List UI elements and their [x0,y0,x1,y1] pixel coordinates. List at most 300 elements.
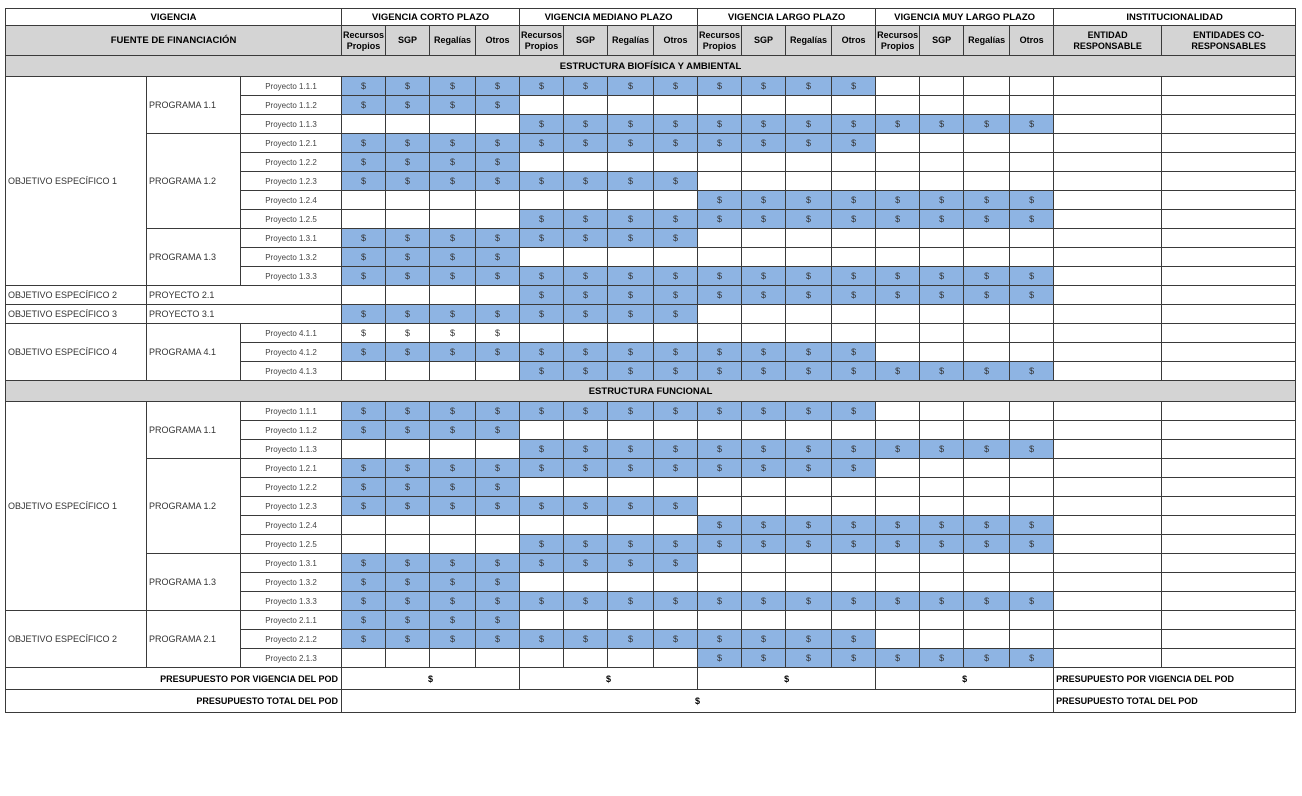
funding-cell-funded[interactable]: $ [742,134,786,153]
funding-cell-funded[interactable]: $ [430,630,476,649]
funding-cell-funded[interactable]: $ [608,134,654,153]
funding-cell-funded[interactable]: $ [832,440,876,459]
funding-cell-funded[interactable]: $ [520,535,564,554]
funding-cell[interactable] [564,248,608,267]
entidad-responsable-cell[interactable] [1054,210,1162,229]
funding-cell-funded[interactable]: $ [386,478,430,497]
funding-cell[interactable] [430,440,476,459]
funding-cell-funded[interactable]: $ [698,134,742,153]
funding-cell[interactable] [920,497,964,516]
funding-cell[interactable] [920,248,964,267]
funding-cell[interactable] [608,248,654,267]
funding-cell-funded[interactable]: $ [520,210,564,229]
funding-cell[interactable] [876,554,920,573]
funding-cell[interactable] [876,324,920,343]
funding-cell-funded[interactable]: $ [698,115,742,134]
funding-cell[interactable] [608,324,654,343]
funding-cell[interactable] [1010,172,1054,191]
entidades-coresponsables-cell[interactable] [1162,77,1296,96]
funding-cell-funded[interactable]: $ [698,343,742,362]
funding-cell-funded[interactable]: $ [386,573,430,592]
funding-cell-funded[interactable]: $ [386,134,430,153]
funding-cell[interactable] [832,229,876,248]
funding-cell-funded[interactable]: $ [698,210,742,229]
funding-cell-funded[interactable]: $ [564,210,608,229]
funding-cell[interactable] [698,497,742,516]
funding-cell-funded[interactable]: $ [786,362,832,381]
funding-cell-funded[interactable]: $ [342,267,386,286]
entidad-responsable-cell[interactable] [1054,229,1162,248]
entidades-coresponsables-cell[interactable] [1162,497,1296,516]
funding-cell[interactable] [476,649,520,668]
funding-cell-funded[interactable]: $ [520,362,564,381]
funding-cell-funded[interactable]: $ [1010,210,1054,229]
funding-cell[interactable] [920,478,964,497]
funding-cell[interactable] [742,497,786,516]
funding-cell-funded[interactable]: $ [786,267,832,286]
funding-cell-funded[interactable]: $ [430,96,476,115]
funding-cell-funded[interactable]: $ [520,229,564,248]
funding-cell[interactable] [520,478,564,497]
funding-cell[interactable] [920,229,964,248]
funding-cell-funded[interactable]: $ [520,115,564,134]
funding-cell-funded[interactable]: $ [964,115,1010,134]
entidad-responsable-cell[interactable] [1054,134,1162,153]
funding-cell-funded[interactable]: $ [564,286,608,305]
entidades-coresponsables-cell[interactable] [1162,248,1296,267]
funding-cell-funded[interactable]: $ [742,630,786,649]
funding-cell-funded[interactable]: $ [520,172,564,191]
funding-cell[interactable] [654,573,698,592]
funding-cell[interactable] [920,324,964,343]
funding-cell-funded[interactable]: $ [920,267,964,286]
funding-cell[interactable] [920,134,964,153]
funding-cell[interactable] [920,611,964,630]
funding-cell[interactable] [832,478,876,497]
entidad-responsable-cell[interactable] [1054,630,1162,649]
funding-cell-funded[interactable]: $ [1010,286,1054,305]
funding-cell[interactable] [476,516,520,535]
entidad-responsable-cell[interactable] [1054,516,1162,535]
funding-cell-funded[interactable]: $ [608,77,654,96]
funding-cell-funded[interactable]: $ [654,77,698,96]
entidades-coresponsables-cell[interactable] [1162,172,1296,191]
funding-cell-funded[interactable]: $ [430,592,476,611]
funding-cell-funded[interactable]: $ [742,191,786,210]
funding-cell-funded[interactable]: $ [698,630,742,649]
funding-cell-funded[interactable]: $ [964,535,1010,554]
funding-cell[interactable] [564,153,608,172]
funding-cell-funded[interactable]: $ [342,459,386,478]
funding-cell-funded[interactable]: $ [1010,267,1054,286]
funding-cell[interactable] [564,611,608,630]
funding-cell[interactable] [832,172,876,191]
entidades-coresponsables-cell[interactable] [1162,305,1296,324]
entidad-responsable-cell[interactable] [1054,362,1162,381]
funding-cell[interactable] [1010,459,1054,478]
funding-cell[interactable] [430,535,476,554]
funding-cell-funded[interactable]: $ [786,535,832,554]
funding-cell[interactable] [920,96,964,115]
funding-cell-funded[interactable]: $ [608,343,654,362]
funding-cell[interactable] [920,172,964,191]
funding-cell[interactable] [832,153,876,172]
funding-cell-funded[interactable]: $ [520,267,564,286]
funding-cell[interactable] [698,153,742,172]
funding-cell[interactable] [386,649,430,668]
funding-cell[interactable] [920,630,964,649]
funding-cell-funded[interactable]: $ [920,592,964,611]
funding-cell-funded[interactable]: $ [654,229,698,248]
funding-cell-funded[interactable]: $ [564,172,608,191]
entidades-coresponsables-cell[interactable] [1162,535,1296,554]
entidad-responsable-cell[interactable] [1054,440,1162,459]
funding-cell-funded[interactable]: $ [742,115,786,134]
entidad-responsable-cell[interactable] [1054,478,1162,497]
funding-cell-funded[interactable]: $ [832,402,876,421]
funding-cell[interactable] [430,649,476,668]
funding-cell-funded[interactable]: $ [430,421,476,440]
funding-cell[interactable] [964,497,1010,516]
funding-cell-funded[interactable]: $ [520,305,564,324]
funding-cell-funded[interactable]: $ [964,210,1010,229]
entidad-responsable-cell[interactable] [1054,153,1162,172]
funding-cell-funded[interactable]: $ [654,440,698,459]
funding-cell-funded[interactable]: $ [832,210,876,229]
funding-cell[interactable] [742,172,786,191]
funding-cell[interactable] [1010,248,1054,267]
funding-cell[interactable] [342,535,386,554]
funding-cell[interactable] [520,191,564,210]
entidad-responsable-cell[interactable] [1054,402,1162,421]
funding-cell-funded[interactable]: $ [698,459,742,478]
funding-cell-funded[interactable]: $ [698,440,742,459]
funding-cell-funded[interactable]: $ [876,516,920,535]
funding-cell-funded[interactable]: $ [608,592,654,611]
funding-cell-funded[interactable]: $ [654,592,698,611]
funding-cell-funded[interactable]: $ [964,286,1010,305]
funding-cell[interactable] [1010,478,1054,497]
funding-cell[interactable] [742,611,786,630]
funding-cell[interactable] [342,440,386,459]
funding-cell[interactable] [964,630,1010,649]
funding-cell-funded[interactable]: $ [564,267,608,286]
funding-cell[interactable] [608,421,654,440]
funding-cell-funded[interactable]: $ [964,516,1010,535]
funding-cell-funded[interactable]: $ [742,77,786,96]
funding-cell-funded[interactable]: $ [564,362,608,381]
funding-cell[interactable]: $ [342,324,386,343]
funding-cell[interactable] [876,77,920,96]
funding-cell-funded[interactable]: $ [876,362,920,381]
funding-cell-funded[interactable]: $ [342,96,386,115]
funding-cell-funded[interactable]: $ [476,153,520,172]
funding-cell[interactable] [520,96,564,115]
funding-cell-funded[interactable]: $ [476,229,520,248]
entidad-responsable-cell[interactable] [1054,592,1162,611]
funding-cell-funded[interactable]: $ [786,134,832,153]
entidades-coresponsables-cell[interactable] [1162,649,1296,668]
funding-cell-funded[interactable]: $ [476,497,520,516]
funding-cell[interactable] [876,573,920,592]
funding-cell-funded[interactable]: $ [920,535,964,554]
entidad-responsable-cell[interactable] [1054,305,1162,324]
funding-cell-funded[interactable]: $ [430,305,476,324]
funding-cell[interactable] [520,516,564,535]
funding-cell-funded[interactable]: $ [608,115,654,134]
entidad-responsable-cell[interactable] [1054,421,1162,440]
funding-cell[interactable] [386,191,430,210]
funding-cell-funded[interactable]: $ [476,343,520,362]
funding-cell[interactable] [564,324,608,343]
funding-cell-funded[interactable]: $ [832,516,876,535]
funding-cell-funded[interactable]: $ [520,440,564,459]
entidades-coresponsables-cell[interactable] [1162,96,1296,115]
entidad-responsable-cell[interactable] [1054,554,1162,573]
entidades-coresponsables-cell[interactable] [1162,516,1296,535]
funding-cell-funded[interactable]: $ [832,649,876,668]
funding-cell-funded[interactable]: $ [786,649,832,668]
funding-cell-funded[interactable]: $ [654,305,698,324]
funding-cell-funded[interactable]: $ [564,535,608,554]
funding-cell[interactable] [476,210,520,229]
funding-cell[interactable] [920,343,964,362]
funding-cell[interactable] [386,535,430,554]
funding-cell[interactable] [1010,134,1054,153]
funding-cell[interactable] [1010,324,1054,343]
funding-cell[interactable] [430,516,476,535]
entidad-responsable-cell[interactable] [1054,286,1162,305]
funding-cell-funded[interactable]: $ [386,153,430,172]
funding-cell[interactable] [698,611,742,630]
funding-cell-funded[interactable]: $ [476,402,520,421]
funding-cell[interactable] [920,153,964,172]
funding-cell[interactable] [876,134,920,153]
funding-cell-funded[interactable]: $ [430,77,476,96]
funding-cell[interactable] [832,305,876,324]
funding-cell-funded[interactable]: $ [832,267,876,286]
funding-cell[interactable] [342,115,386,134]
funding-cell-funded[interactable]: $ [430,497,476,516]
entidad-responsable-cell[interactable] [1054,267,1162,286]
funding-cell-funded[interactable]: $ [608,229,654,248]
funding-cell-funded[interactable]: $ [342,134,386,153]
funding-cell-funded[interactable]: $ [786,516,832,535]
funding-cell-funded[interactable]: $ [342,592,386,611]
funding-cell-funded[interactable]: $ [564,440,608,459]
funding-cell-funded[interactable]: $ [742,459,786,478]
entidad-responsable-cell[interactable] [1054,535,1162,554]
funding-cell-funded[interactable]: $ [786,286,832,305]
presupuesto-vigencia-value[interactable]: $ [520,668,698,690]
funding-cell-funded[interactable]: $ [564,134,608,153]
funding-cell[interactable] [1010,343,1054,362]
entidades-coresponsables-cell[interactable] [1162,611,1296,630]
funding-cell[interactable] [342,362,386,381]
funding-cell[interactable] [964,134,1010,153]
funding-cell[interactable] [698,305,742,324]
funding-cell-funded[interactable]: $ [386,343,430,362]
funding-cell[interactable] [920,305,964,324]
funding-cell[interactable] [786,172,832,191]
funding-cell-funded[interactable]: $ [654,134,698,153]
funding-cell-funded[interactable]: $ [964,191,1010,210]
funding-cell[interactable] [876,96,920,115]
funding-cell-funded[interactable]: $ [342,229,386,248]
funding-cell-funded[interactable]: $ [386,402,430,421]
funding-cell[interactable] [386,115,430,134]
funding-cell-funded[interactable]: $ [742,210,786,229]
entidades-coresponsables-cell[interactable] [1162,286,1296,305]
funding-cell-funded[interactable]: $ [786,440,832,459]
funding-cell[interactable] [654,96,698,115]
funding-cell-funded[interactable]: $ [964,440,1010,459]
funding-cell-funded[interactable]: $ [742,402,786,421]
funding-cell-funded[interactable]: $ [698,592,742,611]
funding-cell[interactable] [564,478,608,497]
funding-cell-funded[interactable]: $ [876,191,920,210]
entidades-coresponsables-cell[interactable] [1162,324,1296,343]
funding-cell[interactable] [964,478,1010,497]
funding-cell[interactable] [742,554,786,573]
entidad-responsable-cell[interactable] [1054,77,1162,96]
funding-cell[interactable] [654,153,698,172]
entidades-coresponsables-cell[interactable] [1162,573,1296,592]
entidad-responsable-cell[interactable] [1054,649,1162,668]
funding-cell[interactable] [832,611,876,630]
funding-cell-funded[interactable]: $ [476,134,520,153]
funding-cell-funded[interactable]: $ [964,649,1010,668]
funding-cell[interactable] [964,402,1010,421]
funding-cell[interactable] [920,459,964,478]
funding-cell[interactable]: $ [430,324,476,343]
funding-cell-funded[interactable]: $ [342,343,386,362]
funding-cell-funded[interactable]: $ [476,630,520,649]
funding-cell-funded[interactable]: $ [342,172,386,191]
funding-cell-funded[interactable]: $ [920,516,964,535]
funding-cell-funded[interactable]: $ [698,516,742,535]
funding-cell-funded[interactable]: $ [386,305,430,324]
funding-cell-funded[interactable]: $ [430,134,476,153]
funding-cell[interactable]: $ [476,324,520,343]
funding-cell[interactable] [698,172,742,191]
funding-cell-funded[interactable]: $ [476,421,520,440]
funding-cell[interactable] [964,96,1010,115]
funding-cell[interactable] [786,421,832,440]
funding-cell-funded[interactable]: $ [476,248,520,267]
funding-cell[interactable] [386,516,430,535]
funding-cell-funded[interactable]: $ [832,630,876,649]
funding-cell-funded[interactable]: $ [342,478,386,497]
funding-cell-funded[interactable]: $ [608,210,654,229]
funding-cell-funded[interactable]: $ [654,343,698,362]
funding-cell[interactable] [1010,573,1054,592]
presupuesto-vigencia-value[interactable]: $ [876,668,1054,690]
funding-cell[interactable] [876,478,920,497]
funding-cell[interactable] [876,497,920,516]
funding-cell-funded[interactable]: $ [964,362,1010,381]
funding-cell[interactable] [520,421,564,440]
funding-cell-funded[interactable]: $ [430,267,476,286]
funding-cell-funded[interactable]: $ [654,630,698,649]
funding-cell-funded[interactable]: $ [430,172,476,191]
funding-cell[interactable] [832,554,876,573]
entidad-responsable-cell[interactable] [1054,324,1162,343]
funding-cell-funded[interactable]: $ [1010,115,1054,134]
funding-cell-funded[interactable]: $ [654,267,698,286]
funding-cell-funded[interactable]: $ [520,286,564,305]
funding-cell-funded[interactable]: $ [654,172,698,191]
funding-cell[interactable] [564,649,608,668]
funding-cell-funded[interactable]: $ [476,96,520,115]
funding-cell-funded[interactable]: $ [386,459,430,478]
funding-cell-funded[interactable]: $ [430,478,476,497]
funding-cell[interactable] [654,611,698,630]
funding-cell[interactable] [654,649,698,668]
funding-cell[interactable] [520,153,564,172]
funding-cell-funded[interactable]: $ [476,77,520,96]
funding-cell[interactable] [654,516,698,535]
funding-cell-funded[interactable]: $ [430,554,476,573]
funding-cell[interactable] [964,324,1010,343]
funding-cell[interactable] [698,554,742,573]
funding-cell[interactable] [786,153,832,172]
funding-cell-funded[interactable]: $ [698,267,742,286]
funding-cell[interactable] [742,573,786,592]
funding-cell[interactable] [920,554,964,573]
funding-cell-funded[interactable]: $ [564,402,608,421]
entidades-coresponsables-cell[interactable] [1162,362,1296,381]
funding-cell[interactable] [832,421,876,440]
funding-cell[interactable] [654,191,698,210]
funding-cell-funded[interactable]: $ [742,286,786,305]
funding-cell-funded[interactable]: $ [654,554,698,573]
funding-cell-funded[interactable]: $ [608,172,654,191]
funding-cell-funded[interactable]: $ [342,554,386,573]
funding-cell[interactable] [876,229,920,248]
funding-cell[interactable] [698,324,742,343]
funding-cell[interactable] [476,191,520,210]
funding-cell[interactable] [608,573,654,592]
funding-cell-funded[interactable]: $ [742,516,786,535]
funding-cell[interactable] [476,440,520,459]
funding-cell-funded[interactable]: $ [430,459,476,478]
funding-cell-funded[interactable]: $ [476,267,520,286]
funding-cell[interactable] [698,96,742,115]
funding-cell-funded[interactable]: $ [386,248,430,267]
funding-cell-funded[interactable]: $ [520,630,564,649]
funding-cell-funded[interactable]: $ [786,343,832,362]
funding-cell[interactable] [430,191,476,210]
funding-cell-funded[interactable]: $ [608,497,654,516]
funding-cell[interactable] [742,153,786,172]
entidad-responsable-cell[interactable] [1054,343,1162,362]
funding-cell[interactable] [608,516,654,535]
funding-cell-funded[interactable]: $ [476,592,520,611]
funding-cell-funded[interactable]: $ [476,459,520,478]
funding-cell[interactable] [520,573,564,592]
funding-cell[interactable] [698,573,742,592]
funding-cell-funded[interactable]: $ [1010,516,1054,535]
funding-cell-funded[interactable]: $ [832,115,876,134]
funding-cell[interactable] [1010,305,1054,324]
entidades-coresponsables-cell[interactable] [1162,630,1296,649]
funding-cell[interactable] [430,286,476,305]
funding-cell[interactable] [964,554,1010,573]
funding-cell-funded[interactable]: $ [876,440,920,459]
entidad-responsable-cell[interactable] [1054,573,1162,592]
funding-cell[interactable] [608,96,654,115]
